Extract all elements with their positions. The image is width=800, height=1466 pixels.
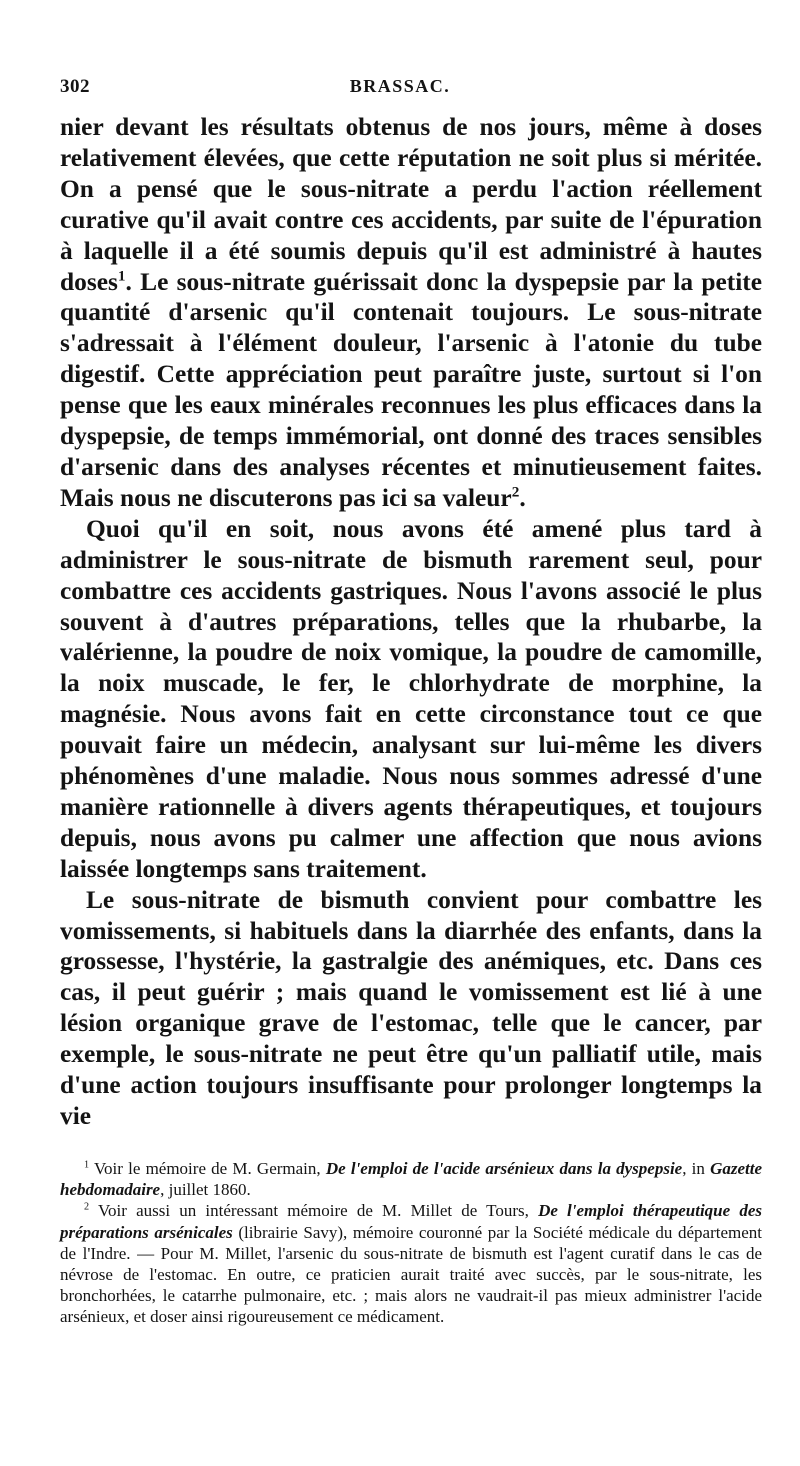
footnote-marker: 2 — [84, 1201, 90, 1213]
paragraph-1 — [60, 112, 762, 514]
page-number: 302 — [60, 76, 90, 97]
footnote-ref-1: 1 — [117, 267, 126, 285]
paragraph-2: Quoi qu'il en soit, nous avons été amené plus tard à administrer le sous-nitrate de bismuth rarement seul, pour combattre ces accidents gastriques. Nous l'avons associé le plus souvent à d'autres préparations, telles que la rhubarbe, la valérienne, la poudre de noix vomique, la poudre de camomille, la noix muscade, le fer, le chlorhydrate de morphine, la magnésie. Nous avons fait en cette circonstance tout ce que pouvait faire un médecin, analysant sur lui-même les divers phénomènes d'une maladie. Nous nous sommes adressé d'une manière rationnelle à divers agents thérapeutiques, et toujours depuis, nous avons pu calmer une affection que nous avions laissée longtemps sans traitement. — [60, 514, 762, 883]
footnotes — [60, 1158, 762, 1328]
footnote-1: $^1$ Voir le mémoire de M. Germain, De l'emploi de l'acide arsénieux dans la dyspepsie, in Gazette hebdomadaire, juillet 1860. — [60, 1159, 762, 1200]
running-head — [60, 76, 740, 102]
footnote-2: $^2$ Voir aussi un intéressant mémoire de M. Millet de Tours, De l'emploi thérapeutique des préparations arsénicales (librairie Savy), mémoire couronné par la Société médicale du département de l'Indre. — Pour M. Millet, l'arsenic du sous-nitrate de bismuth est l'agent curatif dans le cas de névrose de l'estomac. En outre, ce praticien aurait traité avec succès, par le sous-nitrate, les bronchorhées, le catarrhe pulmonaire, etc. ; mais alors ne vaudrait-il pas mieux administrer l'acide arsénieux, et doser ainsi rigoureusement ce médicament. — [60, 1201, 762, 1327]
paragraph-text: . Le sous-nitrate guérissait donc la dyspepsie par la petite quantité d'arsenic qu'il contenait toujours. Le sous-nitrate s'adressait à l'élément douleur, l'arsenic à l'atonie du tube digestif. Cette appréciation peut paraître juste, surtout si l'on pense que les eaux minérales reconnues les plus efficaces dans la dyspepsie, de temps immémorial, ont donné des traces sensibles d'arsenic dans des analyses récentes et minutieusement faites. Mais nous ne discuterons pas ici sa valeur — [60, 267, 762, 512]
cited-title: De l'emploi de l'acide arsénieux dans la dyspepsie — [325, 1159, 683, 1178]
footnote-ref-2: 2 — [511, 483, 520, 501]
paragraph-3: Le sous-nitrate de bismuth convient pour combattre les vomissements, si habituels dans la diarrhée des enfants, dans la grossesse, l'hystérie, la gastralgie des anémiques, etc. Dans ces cas, il peut guérir ; mais quand le vomissement est lié à une lésion organique grave de l'estomac, telle que le cancer, par exemple, le sous-nitrate ne peut être qu'un palliatif utile, mais d'une action toujours insuffisante pour prolonger longtemps la vie — [60, 885, 762, 1130]
body-text — [60, 112, 762, 1132]
cited-journal: Gazette hebdomadaire — [60, 1159, 762, 1200]
cited-title: De l'emploi thérapeutique des préparations arsénicales — [60, 1201, 762, 1242]
footnote-marker: 1 — [84, 1159, 90, 1171]
paragraph-text: . — [519, 483, 526, 512]
paragraph-text: nier devant les résultats obtenus de nos jours, même à doses relativement élevées, que cette réputation ne soit plus si méritée. On a pensé que le sous-nitrate a perdu l'action réellement curative qu'il avait contre ces accidents, par suite de l'épuration à laquelle il a été soumis depuis qu'il est administré à hautes doses — [60, 113, 762, 296]
running-title: BRASSAC. — [349, 76, 451, 96]
